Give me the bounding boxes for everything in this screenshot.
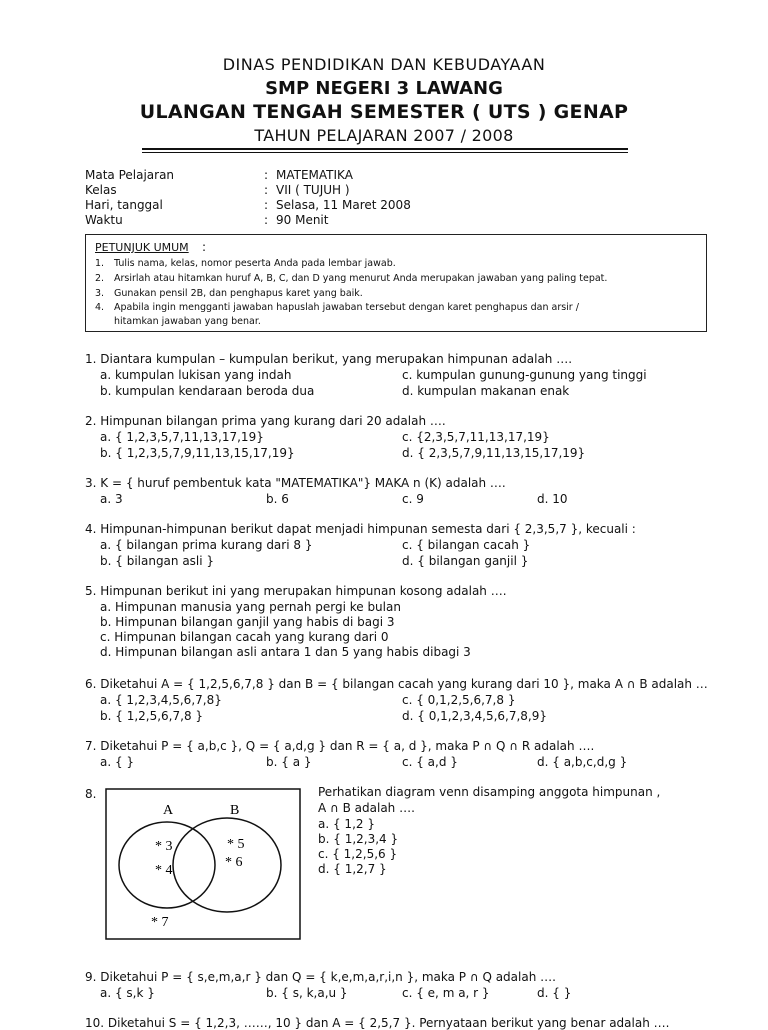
question-2-option-c: c. {2,3,5,7,11,13,17,19}: [402, 430, 550, 444]
question-2-option-a: a. { 1,2,3,5,7,11,13,17,19}: [100, 430, 264, 444]
question-3-option-d: d. 10: [537, 492, 568, 506]
question-5-option-a: a. Himpunan manusia yang pernah pergi ke bulan: [100, 600, 401, 614]
question-7-option-b: b. { a }: [266, 755, 312, 769]
question-6-option-a: a. { 1,2,3,4,5,6,7,8}: [100, 693, 222, 707]
question-1-option-b: b. kumpulan kendaraan beroda dua: [100, 384, 315, 398]
info-colon: :: [264, 213, 269, 227]
question-1-option-a: a. kumpulan lukisan yang indah: [100, 368, 292, 382]
question-4-option-d: d. { bilangan ganjil }: [402, 554, 529, 568]
info-colon: :: [264, 168, 269, 182]
question-7-option-d: d. { a,b,c,d,g }: [537, 755, 628, 769]
instruction-text: Gunakan pensil 2B, dan penghapus karet yang baik.: [114, 288, 363, 299]
question-1-option-d: d. kumpulan makanan enak: [402, 384, 570, 398]
info-label-time: Waktu: [85, 213, 123, 227]
question-8-text-continued: A ∩ B adalah ….: [318, 801, 415, 815]
header-exam-title: ULANGAN TENGAH SEMESTER ( UTS ) GENAP: [139, 101, 629, 123]
info-value-subject: MATEMATIKA: [276, 168, 353, 182]
question-9-option-c: c. { e, m a, r }: [402, 986, 490, 1000]
instructions-title: PETUNJUK UMUM: [95, 241, 189, 254]
question-2-text: 2. Himpunan bilangan prima yang kurang dari 20 adalah ….: [85, 414, 446, 428]
question-3-option-a: a. 3: [100, 492, 123, 506]
header-rule-thin: [142, 152, 628, 153]
venn-label-b: B: [230, 803, 240, 818]
instruction-number: 2.: [95, 273, 105, 284]
info-label-class: Kelas: [85, 183, 117, 197]
question-9-option-b: b. { s, k,a,u }: [266, 986, 348, 1000]
venn-element: * 5: [227, 837, 245, 852]
question-2-option-d: d. { 2,3,5,7,9,11,13,15,17,19}: [402, 446, 586, 460]
question-7-option-a: a. { }: [100, 755, 135, 769]
info-value-date: Selasa, 11 Maret 2008: [276, 198, 411, 212]
question-2-option-b: b. { 1,2,3,5,7,9,11,13,15,17,19}: [100, 446, 295, 460]
question-6-text: 6. Diketahui A = { 1,2,5,6,7,8 } dan B = { bilangan cacah yang kurang dari 10 }, maka A ∩ B adalah …: [85, 677, 708, 691]
instruction-text: Tulis nama, kelas, nomor peserta Anda pada lembar jawab.: [114, 258, 396, 269]
question-6-option-d: d. { 0,1,2,3,4,5,6,7,8,9}: [402, 709, 548, 723]
instruction-text-continued: hitamkan jawaban yang benar.: [114, 316, 261, 327]
question-1-text: 1. Diantara kumpulan – kumpulan berikut, yang merupakan himpunan adalah ….: [85, 352, 573, 366]
question-3-option-c: c. 9: [402, 492, 424, 506]
question-5-option-d: d. Himpunan bilangan asli antara 1 dan 5 yang habis dibagi 3: [100, 645, 471, 659]
header-school-year: TAHUN PELAJARAN 2007 / 2008: [254, 126, 514, 145]
instruction-number: 4.: [95, 302, 105, 313]
venn-label-a: A: [163, 803, 174, 818]
venn-diagram: [105, 788, 301, 940]
venn-element: * 4: [155, 863, 173, 878]
instruction-number: 3.: [95, 288, 105, 299]
venn-element: * 6: [225, 855, 243, 870]
question-5-option-c: c. Himpunan bilangan cacah yang kurang dari 0: [100, 630, 389, 644]
info-colon: :: [264, 183, 269, 197]
question-8-option-c: c. { 1,2,5,6 }: [318, 847, 398, 861]
header-rule-thick: [142, 148, 628, 150]
question-7-option-c: c. { a,d }: [402, 755, 458, 769]
question-6-option-c: c. { 0,1,2,5,6,7,8 }: [402, 693, 516, 707]
question-1-option-c: c. kumpulan gunung-gunung yang tinggi: [402, 368, 647, 382]
info-value-class: VII ( TUJUH ): [276, 183, 350, 197]
question-3-text: 3. K = { huruf pembentuk kata "MATEMATIKA"} MAKA n (K) adalah ….: [85, 476, 506, 490]
venn-element: * 3: [155, 839, 173, 854]
question-4-option-b: b. { bilangan asli }: [100, 554, 215, 568]
header-agency: DINAS PENDIDIKAN DAN KEBUDAYAAN: [222, 55, 546, 74]
question-8-option-b: b. { 1,2,3,4 }: [318, 832, 399, 846]
instruction-number: 1.: [95, 258, 105, 269]
question-6-option-b: b. { 1,2,5,6,7,8 }: [100, 709, 204, 723]
question-8-number: 8.: [85, 787, 97, 801]
question-9-option-a: a. { s,k }: [100, 986, 155, 1000]
question-8-option-a: a. { 1,2 }: [318, 817, 375, 831]
question-5-option-b: b. Himpunan bilangan ganjil yang habis di bagi 3: [100, 615, 395, 629]
question-3-option-b: b. 6: [266, 492, 289, 506]
question-8-text: Perhatikan diagram venn disamping anggota himpunan ,: [318, 785, 661, 799]
venn-universe-box: [106, 789, 300, 939]
instructions-title-colon: :: [202, 240, 207, 254]
instruction-text: Apabila ingin mengganti jawaban hapuslah jawaban tersebut dengan karet penghapus dan arsir /: [114, 302, 579, 313]
question-4-option-c: c. { bilangan cacah }: [402, 538, 531, 552]
info-label-subject: Mata Pelajaran: [85, 168, 175, 182]
venn-element: * 7: [151, 915, 169, 930]
question-4-option-a: a. { bilangan prima kurang dari 8 }: [100, 538, 313, 552]
question-7-text: 7. Diketahui P = { a,b,c }, Q = { a,d,g } dan R = { a, d }, maka P ∩ Q ∩ R adalah ….: [85, 739, 595, 753]
question-9-text: 9. Diketahui P = { s,e,m,a,r } dan Q = { k,e,m,a,r,i,n }, maka P ∩ Q adalah ….: [85, 970, 556, 984]
question-10-text: 10. Diketahui S = { 1,2,3, ……, 10 } dan A = { 2,5,7 }. Pernyataan berikut yang benar adalah ….: [85, 1016, 670, 1030]
instructions-box: [85, 234, 707, 332]
instruction-text: Arsirlah atau hitamkan huruf A, B, C, dan D yang menurut Anda merupakan jawaban yang paling tepat.: [114, 273, 608, 284]
question-5-text: 5. Himpunan berikut ini yang merupakan himpunan kosong adalah ….: [85, 584, 507, 598]
question-9-option-d: d. { }: [537, 986, 572, 1000]
info-value-time: 90 Menit: [276, 213, 329, 227]
info-colon: :: [264, 198, 269, 212]
header-school: SMP NEGERI 3 LAWANG: [265, 78, 503, 99]
question-8-option-d: d. { 1,2,7 }: [318, 862, 387, 876]
info-label-date: Hari, tanggal: [85, 198, 163, 212]
question-4-text: 4. Himpunan-himpunan berikut dapat menjadi himpunan semesta dari { 2,3,5,7 }, kecuali :: [85, 522, 636, 536]
